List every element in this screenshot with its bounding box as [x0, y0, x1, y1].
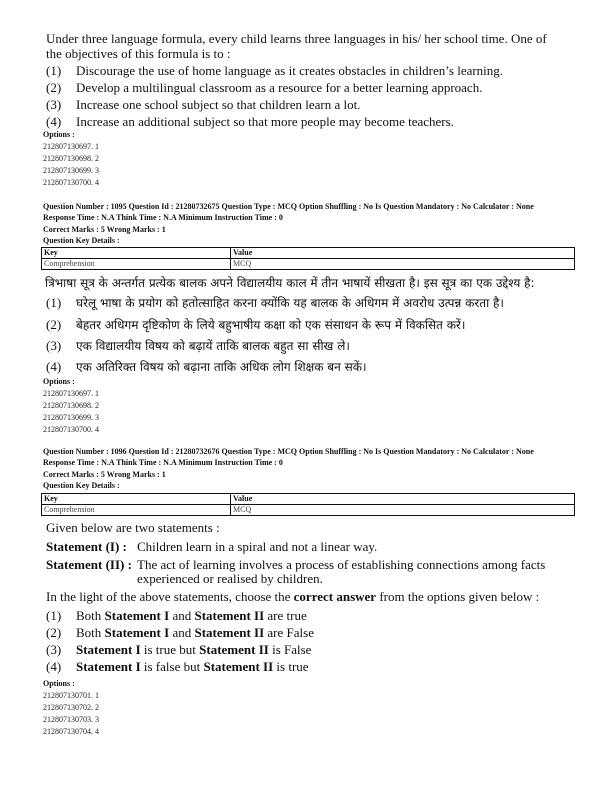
table-cell-value: MCQ — [231, 505, 575, 516]
table-header-value: Value — [231, 248, 575, 259]
choice-number: (3) — [46, 97, 62, 112]
table-header-row — [42, 248, 575, 259]
option-id: 212807130698. 2 — [43, 401, 99, 410]
table-header-key: Key — [42, 494, 231, 505]
choice-item — [46, 96, 360, 113]
options-label: Options : — [43, 377, 75, 386]
choice-number: (3) — [46, 338, 62, 353]
option-id: 212807130700. 4 — [43, 425, 99, 434]
choice-item — [46, 316, 465, 334]
choice-item — [46, 624, 314, 641]
choice-item — [46, 358, 367, 376]
choice-item — [46, 607, 307, 624]
option-id: 212807130700. 4 — [43, 178, 99, 187]
question-key-table — [41, 247, 575, 270]
choice-number: (4) — [46, 659, 62, 674]
table-header-row — [42, 494, 575, 505]
question-key-details-label: Question Key Details : — [43, 481, 120, 490]
choice-item — [46, 337, 350, 355]
choice-number: (1) — [46, 63, 62, 78]
statement-2-label: Statement (II) : — [46, 557, 132, 572]
option-id: 212807130702. 2 — [43, 703, 99, 712]
choice-number: (1) — [46, 295, 62, 310]
question-meta-line: Response Time : N.A Think Time : N.A Minimum Instruction Time : 0 — [43, 458, 283, 467]
options-label: Options : — [43, 130, 75, 139]
question-stem-hindi: त्रिभाषा सूत्र के अन्तर्गत प्रत्येक बालक अपने विद्यालयीय काल में तीन भाषायें सीखता है। इस सूत्र का एक उद्देश्य है: — [45, 276, 535, 290]
instruction-text: In the light of the above statements, choose the — [46, 589, 294, 604]
question-key-table — [41, 493, 575, 516]
statement-1 — [46, 539, 377, 555]
question-stem-line: the objectives of this formula is to : — [46, 46, 231, 61]
option-id: 212807130698. 2 — [43, 154, 99, 163]
choice-text: एक विद्यालयीय विषय को बढ़ायें ताकि बालक बहुत सा सीख ले। — [76, 339, 350, 353]
question-meta-line: Response Time : N.A Think Time : N.A Minimum Instruction Time : 0 — [43, 213, 283, 222]
choice-number: (2) — [46, 625, 62, 640]
choice-text: Discourage the use of home language as it creates obstacles in children’s learning. — [76, 63, 504, 78]
question-meta-line: Question Number : 1095 Question Id : 21280732675 Question Type : MCQ Option Shuffling : No Is Question Mandatory : No Calculator : None — [43, 202, 534, 211]
choice-text: बेहतर अधिगम दृष्टिकोण के लिये बहुभाषीय कक्षा को एक संसाधन के रूप में विकसित करें। — [76, 318, 466, 332]
choice-text: Both Statement I and Statement II are true — [76, 608, 307, 623]
option-id: 212807130697. 1 — [43, 142, 99, 151]
table-row — [42, 259, 575, 270]
choice-text: Increase one school subject so that children learn a lot. — [76, 97, 361, 112]
choice-item — [46, 79, 482, 96]
statements-intro: Given below are two statements : — [46, 520, 220, 535]
statement-2-continuation: experienced or realised by children. — [137, 571, 323, 586]
option-id: 212807130697. 1 — [43, 389, 99, 398]
statement-2-text: The act of learning involves a process of establishing connections among facts — [137, 557, 546, 572]
choice-number: (4) — [46, 359, 62, 374]
table-cell-value: MCQ — [231, 259, 575, 270]
statement-1-label: Statement (I) : — [46, 539, 127, 554]
choice-item — [46, 294, 504, 312]
options-label: Options : — [43, 679, 75, 688]
table-cell-key: Comprehension — [42, 259, 231, 270]
choice-number: (1) — [46, 608, 62, 623]
choice-text: Develop a multilingual classroom as a resource for a better learning approach. — [76, 80, 483, 95]
choice-item — [46, 62, 503, 79]
question-marks: Correct Marks : 5 Wrong Marks : 1 — [43, 225, 166, 234]
table-header-key: Key — [42, 248, 231, 259]
option-id: 212807130703. 3 — [43, 715, 99, 724]
choice-number: (2) — [46, 317, 62, 332]
question-stem-line: Under three language formula, every child learns three languages in his/ her school time. One of — [46, 31, 547, 46]
choice-number: (2) — [46, 80, 62, 95]
choice-number: (3) — [46, 642, 62, 657]
option-id: 212807130704. 4 — [43, 727, 99, 736]
choice-text: घरेलू भाषा के प्रयोग को हतोत्साहित करना क्योंकि यह बालक के अधिगम में अवरोध उत्पन्न करता है। — [76, 296, 504, 310]
option-id: 212807130699. 3 — [43, 413, 99, 422]
choice-text: Both Statement I and Statement II are False — [76, 625, 314, 640]
choice-text: Increase an additional subject so that more people may become teachers. — [76, 114, 454, 129]
choice-item — [46, 658, 309, 675]
statement-1-text: Children learn in a spiral and not a linear way. — [137, 539, 378, 554]
choice-text: Statement I is false but Statement II is true — [76, 659, 309, 674]
choice-item — [46, 113, 454, 130]
choice-text: Statement I is true but Statement II is False — [76, 642, 312, 657]
answer-instruction — [46, 589, 539, 605]
instruction-emphasis: correct answer — [293, 589, 377, 604]
table-row — [42, 505, 575, 516]
choice-text: एक अतिरिक्त विषय को बढ़ाना ताकि अधिक लोग शिक्षक बन सकें। — [76, 360, 367, 374]
question-key-details-label: Question Key Details : — [43, 236, 120, 245]
option-id: 212807130699. 3 — [43, 166, 99, 175]
choice-item — [46, 641, 311, 658]
option-id: 212807130701. 1 — [43, 691, 99, 700]
instruction-text: from the options given below : — [376, 589, 540, 604]
choice-number: (4) — [46, 114, 62, 129]
table-header-value: Value — [231, 494, 575, 505]
question-meta-line: Question Number : 1096 Question Id : 21280732676 Question Type : MCQ Option Shuffling : No Is Question Mandatory : No Calculator : None — [43, 447, 534, 456]
table-cell-key: Comprehension — [42, 505, 231, 516]
question-marks: Correct Marks : 5 Wrong Marks : 1 — [43, 470, 166, 479]
